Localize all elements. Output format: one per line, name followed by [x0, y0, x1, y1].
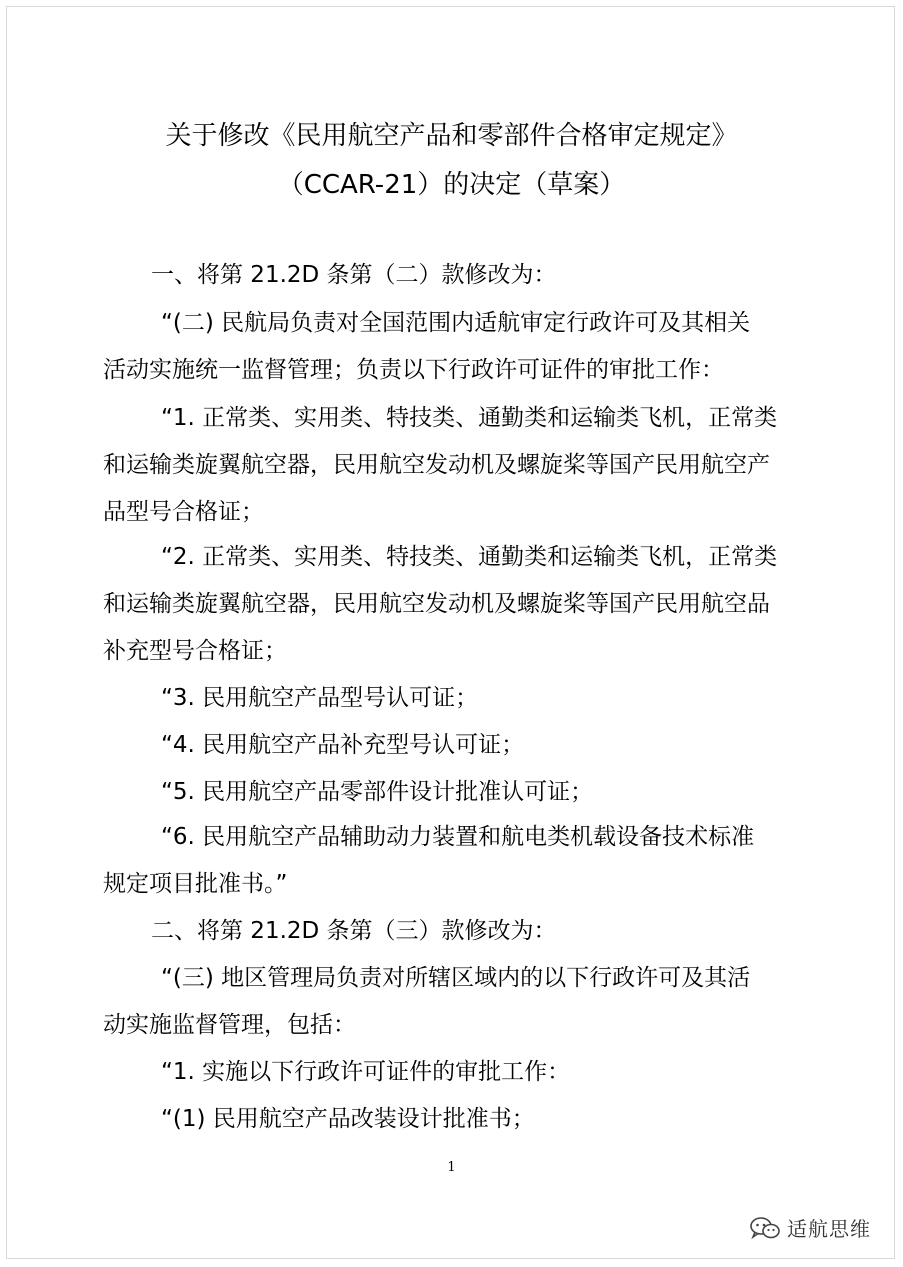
paragraph-line: “1. 实施以下行政许可证件的审批工作：: [161, 1059, 571, 1085]
paragraph-line: 规定项目批准书。”: [103, 871, 288, 897]
paragraph-line: “(二) 民航局负责对全国范围内适航审定行政许可及其相关: [161, 310, 751, 336]
watermark: [749, 1213, 871, 1242]
paragraph-line: 和运输类旋翼航空器，民用航空发动机及螺旋桨等国产民用航空品: [103, 591, 770, 617]
section-heading: 二、将第 21.2D 条第（三）款修改为：: [151, 918, 557, 944]
paragraph-line: “2. 正常类、实用类、特技类、通勤类和运输类飞机，正常类: [161, 544, 778, 570]
paragraph-line: “(1) 民用航空产品改装设计批准书；: [161, 1106, 535, 1132]
paragraph-line: 补充型号合格证；: [103, 638, 287, 664]
paragraph-line: 活动实施统一监督管理；负责以下行政许可证件的审批工作：: [103, 357, 724, 383]
paragraph-line: 品型号合格证；: [103, 499, 264, 525]
paragraph-line: “4. 民用航空产品补充型号认可证；: [161, 732, 525, 758]
paragraph-line: “(三) 地区管理局负责对所辖区域内的以下行政许可及其活: [161, 965, 751, 991]
paragraph-line: “1. 正常类、实用类、特技类、通勤类和运输类飞机，正常类: [161, 405, 778, 431]
wechat-icon: [749, 1216, 781, 1240]
section-heading: 一、将第 21.2D 条第（二）款修改为：: [151, 262, 557, 288]
document-title-line-2: （CCAR-21）的决定（草案）: [277, 170, 626, 200]
paragraph-line: “6. 民用航空产品辅助动力装置和航电类机载设备技术标准: [161, 824, 755, 850]
paragraph-line: “5. 民用航空产品零部件设计批准认可证；: [161, 779, 594, 805]
paragraph-line: “3. 民用航空产品型号认可证；: [161, 685, 479, 711]
paragraph-line: 和运输类旋翼航空器，民用航空发动机及螺旋桨等国产民用航空产: [103, 452, 770, 478]
watermark-text: 适航思维: [787, 1217, 871, 1241]
paragraph-line: 动实施监督管理，包括：: [103, 1012, 356, 1038]
document-title-line-1: 关于修改《民用航空产品和零部件合格审定规定》: [165, 121, 738, 151]
page-number: 1: [447, 1160, 456, 1175]
